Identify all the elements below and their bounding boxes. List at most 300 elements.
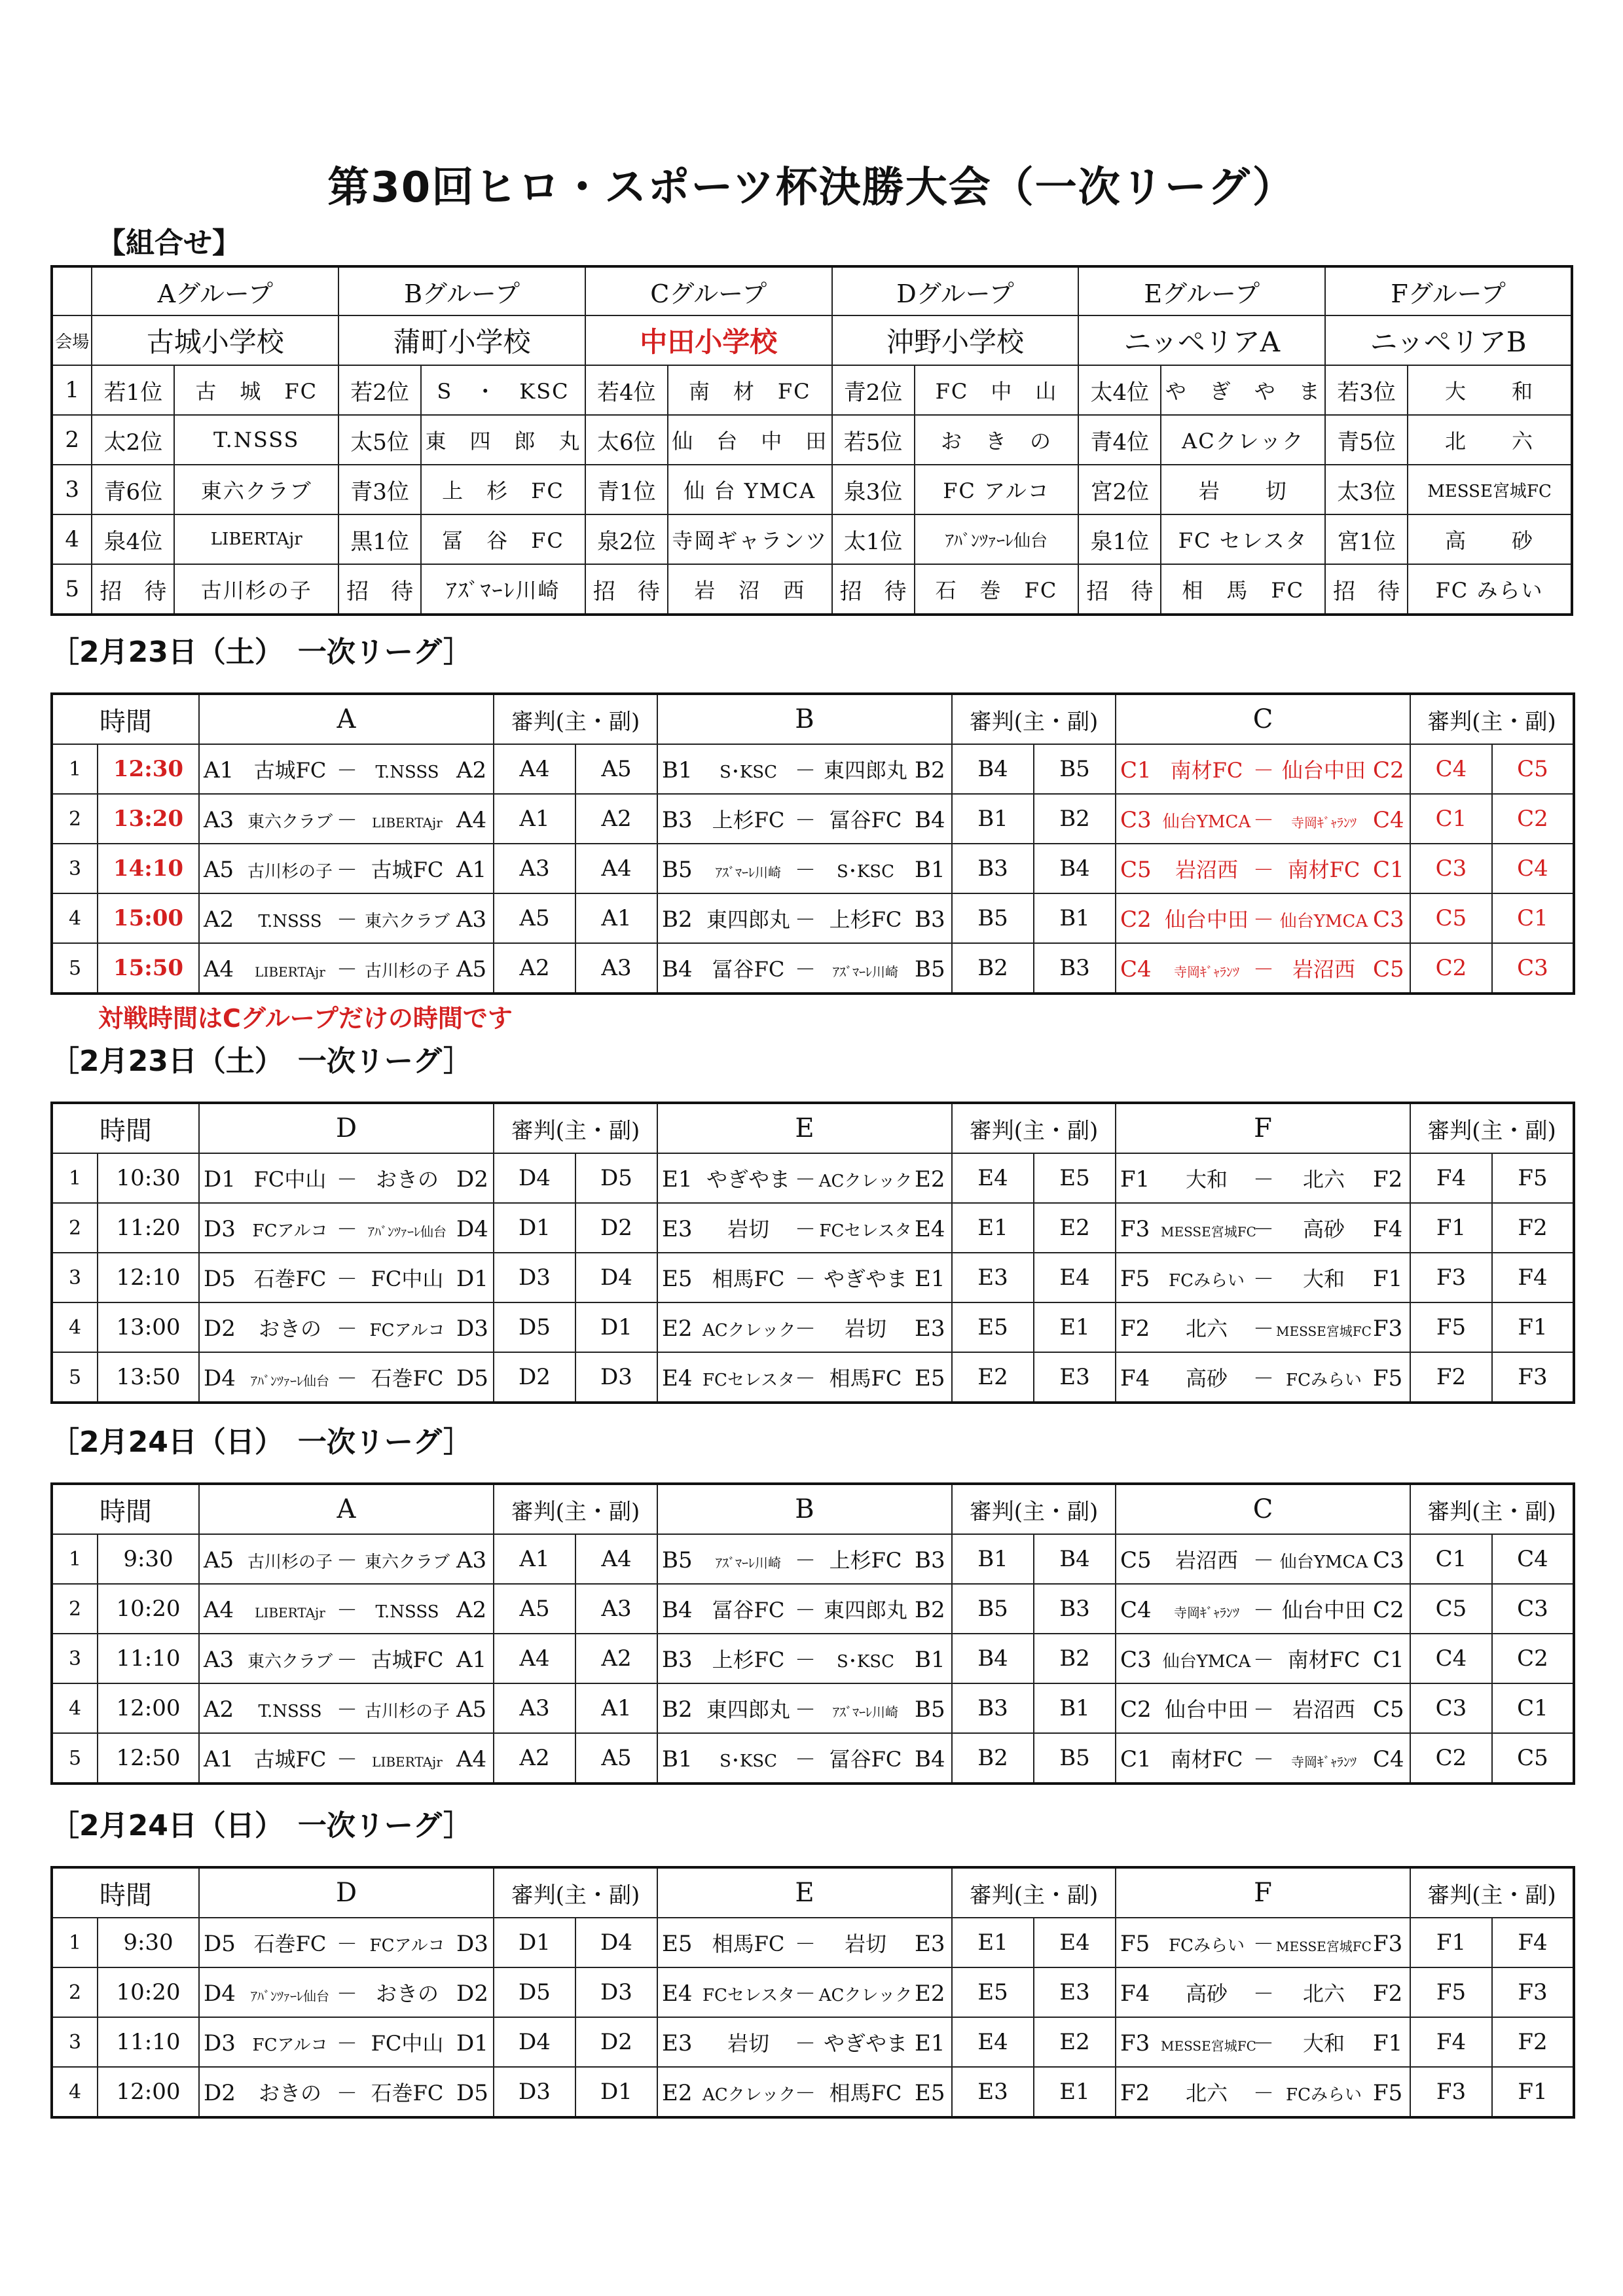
round-number: 2 bbox=[52, 1584, 98, 1634]
vs-dash: － bbox=[1252, 1981, 1274, 2006]
home-code: F5 bbox=[1120, 1931, 1150, 1957]
home-team: 岩切 bbox=[727, 2031, 769, 2056]
home-team: S･KSC bbox=[720, 1751, 777, 1771]
home-code: E5 bbox=[662, 1266, 693, 1292]
assistant-referee: D1 bbox=[575, 1302, 657, 1352]
home-team: 仙台中田 bbox=[1164, 907, 1249, 932]
main-referee: B2 bbox=[952, 943, 1034, 994]
referee-header: 審判(主・副) bbox=[952, 1867, 1116, 1918]
home-code: D5 bbox=[204, 1266, 236, 1292]
slot-team: 仙 台 中 田 bbox=[668, 415, 832, 465]
assistant-referee: F1 bbox=[1492, 2067, 1574, 2117]
away-code: B5 bbox=[915, 1696, 945, 1723]
match-cell bbox=[657, 2017, 952, 2067]
group-column-header: B bbox=[657, 1484, 952, 1534]
match-cell bbox=[1116, 2067, 1410, 2117]
home-code: E1 bbox=[662, 1166, 693, 1193]
slot-rank: 太4位 bbox=[1078, 365, 1161, 415]
assistant-referee: B2 bbox=[1034, 794, 1116, 844]
group-column-header: C bbox=[1116, 1484, 1410, 1534]
home-code: C1 bbox=[1120, 1746, 1152, 1772]
match-cell bbox=[199, 2017, 494, 2067]
slot-team: ｱﾊﾞﾝﾂｧｰﾚ仙台 bbox=[915, 514, 1079, 564]
slot-rank: 招 待 bbox=[1325, 564, 1408, 615]
vs-dash: － bbox=[1252, 2081, 1274, 2106]
vs-dash: － bbox=[1252, 1316, 1274, 1341]
kickoff-time: 12:10 bbox=[98, 1253, 199, 1302]
match-cell bbox=[199, 1203, 494, 1253]
match-cell bbox=[1116, 2017, 1410, 2067]
assistant-referee: A5 bbox=[575, 744, 657, 794]
home-code: A5 bbox=[204, 857, 234, 883]
slot-number: 4 bbox=[52, 514, 92, 564]
main-referee: B3 bbox=[952, 1683, 1034, 1733]
home-team: FC中山 bbox=[253, 1167, 327, 1192]
home-code: B2 bbox=[662, 906, 693, 933]
slot-team: お き の bbox=[915, 415, 1079, 465]
home-team: 岩沼西 bbox=[1175, 857, 1238, 882]
venue-name: 沖野小学校 bbox=[832, 315, 1079, 365]
vs-dash: － bbox=[336, 758, 357, 783]
away-team: FCみらい bbox=[1286, 2085, 1362, 2105]
away-team: おきの bbox=[375, 1167, 439, 1192]
home-team: 石巻FC bbox=[253, 1931, 327, 1956]
slot-team: 仙 台 YMCA bbox=[668, 465, 832, 514]
away-team: やぎやま bbox=[823, 1266, 907, 1291]
away-team: 南材FC bbox=[1287, 857, 1360, 882]
assistant-referee: C1 bbox=[1492, 1683, 1574, 1733]
main-referee: D5 bbox=[494, 1302, 575, 1352]
main-referee: E1 bbox=[952, 1918, 1034, 1967]
grouping-heading: 【組合せ】 bbox=[97, 226, 241, 260]
slot-rank: 黒1位 bbox=[338, 514, 421, 564]
main-referee: B3 bbox=[952, 844, 1034, 893]
slot-rank: 太3位 bbox=[1325, 465, 1408, 514]
slot-rank: 若5位 bbox=[832, 415, 915, 465]
match-cell bbox=[1116, 1634, 1410, 1683]
away-code: D5 bbox=[456, 1365, 488, 1391]
match-cell bbox=[657, 1967, 952, 2017]
main-referee: D4 bbox=[494, 1153, 575, 1203]
slot-number: 2 bbox=[52, 415, 92, 465]
slot-team: や ぎ や ま bbox=[1161, 365, 1325, 415]
away-code: F5 bbox=[1373, 2080, 1403, 2106]
kickoff-time: 10:20 bbox=[98, 1584, 199, 1634]
home-code: B2 bbox=[662, 1696, 693, 1723]
assistant-referee: D3 bbox=[575, 1967, 657, 2017]
away-team: FCアルコ bbox=[369, 1936, 445, 1956]
away-team: 岩沼西 bbox=[1292, 957, 1355, 982]
away-code: C2 bbox=[1373, 757, 1404, 783]
main-referee: A1 bbox=[494, 794, 575, 844]
home-team: 南材FC bbox=[1170, 1747, 1243, 1772]
away-team: おきの bbox=[375, 1981, 439, 2006]
main-referee: C1 bbox=[1410, 1534, 1492, 1584]
away-team: 寺岡ｷﾞｬﾗﾝﾂ bbox=[1291, 1754, 1357, 1770]
round-number: 5 bbox=[52, 943, 98, 994]
group-name: Bグループ bbox=[338, 266, 585, 315]
kickoff-time: 11:10 bbox=[98, 2017, 199, 2067]
match-cell bbox=[1116, 1302, 1410, 1352]
match-row bbox=[52, 844, 1574, 893]
slot-rank: 青3位 bbox=[338, 465, 421, 514]
assistant-referee: C3 bbox=[1492, 943, 1574, 994]
slot-team: 寺岡ギャランツ bbox=[668, 514, 832, 564]
grouping-header-row bbox=[52, 266, 1572, 315]
vs-dash: － bbox=[794, 1366, 816, 1391]
slot-team: FC アルコ bbox=[915, 465, 1079, 514]
match-row bbox=[52, 2067, 1574, 2117]
kickoff-time: 11:10 bbox=[98, 1634, 199, 1683]
away-code: A3 bbox=[456, 1547, 487, 1573]
slot-team: 古川杉の子 bbox=[174, 564, 338, 615]
home-code: B5 bbox=[662, 1547, 693, 1573]
away-code: C5 bbox=[1373, 956, 1404, 982]
match-cell bbox=[657, 844, 952, 893]
home-team: FCみらい bbox=[1169, 1271, 1245, 1291]
home-code: D2 bbox=[204, 1316, 236, 1342]
vs-dash: － bbox=[794, 2031, 816, 2056]
vs-dash: － bbox=[794, 758, 816, 783]
main-referee: B1 bbox=[952, 794, 1034, 844]
away-code: C1 bbox=[1373, 1647, 1404, 1673]
home-team: T.NSSS bbox=[258, 912, 322, 931]
venue-label: 会場 bbox=[52, 315, 92, 365]
away-team: 古城FC bbox=[371, 857, 444, 882]
vs-dash: － bbox=[336, 1167, 357, 1192]
main-referee: B5 bbox=[952, 1584, 1034, 1634]
schedule-table bbox=[50, 692, 1575, 995]
slot-team: 大 和 bbox=[1408, 365, 1572, 415]
away-code: D3 bbox=[456, 1316, 488, 1342]
away-team: 古城FC bbox=[371, 1647, 444, 1672]
assistant-referee: C3 bbox=[1492, 1584, 1574, 1634]
slot-rank: 若1位 bbox=[92, 365, 174, 415]
main-referee: D3 bbox=[494, 1253, 575, 1302]
match-cell bbox=[199, 1683, 494, 1733]
away-code: D1 bbox=[456, 1266, 488, 1292]
match-cell bbox=[657, 1683, 952, 1733]
home-code: C5 bbox=[1120, 857, 1152, 883]
assistant-referee: B2 bbox=[1034, 1634, 1116, 1683]
vs-dash: － bbox=[794, 957, 816, 982]
vs-dash: － bbox=[794, 1647, 816, 1672]
match-cell bbox=[1116, 1253, 1410, 1302]
match-cell bbox=[199, 893, 494, 943]
match-cell bbox=[657, 1634, 952, 1683]
assistant-referee: B4 bbox=[1034, 844, 1116, 893]
match-cell bbox=[1116, 943, 1410, 994]
away-code: B4 bbox=[915, 807, 945, 833]
match-row bbox=[52, 1733, 1574, 1784]
time-header: 時間 bbox=[52, 694, 199, 744]
vs-dash: － bbox=[1252, 957, 1274, 982]
vs-dash: － bbox=[794, 1931, 816, 1956]
home-team: 古城FC bbox=[253, 758, 327, 783]
group-column-header: D bbox=[199, 1867, 494, 1918]
match-cell bbox=[1116, 1203, 1410, 1253]
main-referee: C3 bbox=[1410, 844, 1492, 893]
away-team: 石巻FC bbox=[371, 2081, 444, 2106]
slot-team: T.NSSS bbox=[174, 415, 338, 465]
away-team: ｱｽﾞﾏｰﾚ川崎 bbox=[833, 1704, 898, 1720]
schedule-heading: ［2月24日（日） 一次リーグ］ bbox=[50, 1426, 473, 1459]
away-team: 仙台中田 bbox=[1281, 1598, 1366, 1623]
slot-team: ACクレック bbox=[1161, 415, 1325, 465]
assistant-referee: E2 bbox=[1034, 1203, 1116, 1253]
main-referee: F3 bbox=[1410, 1253, 1492, 1302]
group-name: Fグループ bbox=[1325, 266, 1572, 315]
away-code: F5 bbox=[1373, 1365, 1403, 1391]
assistant-referee: A4 bbox=[575, 1534, 657, 1584]
vs-dash: － bbox=[1252, 1647, 1274, 1672]
group-column-header: D bbox=[199, 1103, 494, 1153]
home-team: 寺岡ｷﾞｬﾗﾝﾂ bbox=[1174, 964, 1239, 980]
home-code: F3 bbox=[1120, 2030, 1150, 2056]
assistant-referee: C5 bbox=[1492, 1733, 1574, 1784]
main-referee: B4 bbox=[952, 1634, 1034, 1683]
match-row bbox=[52, 2017, 1574, 2067]
assistant-referee: B1 bbox=[1034, 1683, 1116, 1733]
match-row bbox=[52, 1634, 1574, 1683]
round-number: 3 bbox=[52, 844, 98, 893]
away-team: ｱｽﾞﾏｰﾚ川崎 bbox=[833, 964, 898, 980]
home-code: F4 bbox=[1120, 1981, 1150, 2007]
home-team: 冨谷FC bbox=[712, 957, 785, 982]
away-code: B2 bbox=[915, 757, 945, 783]
match-cell bbox=[1116, 1352, 1410, 1403]
vs-dash: － bbox=[794, 1598, 816, 1623]
group-column-header: A bbox=[199, 1484, 494, 1534]
home-code: B3 bbox=[662, 807, 693, 833]
schedule-header-row bbox=[52, 694, 1574, 744]
away-code: E3 bbox=[915, 1316, 945, 1342]
assistant-referee: A3 bbox=[575, 943, 657, 994]
away-code: A2 bbox=[456, 1597, 487, 1623]
home-team: おきの bbox=[258, 1316, 321, 1341]
venue-name: ニッペリアB bbox=[1325, 315, 1572, 365]
home-team: FCアルコ bbox=[252, 2036, 328, 2055]
group-column-header: E bbox=[657, 1103, 952, 1153]
home-team: 石巻FC bbox=[253, 1266, 327, 1291]
round-number: 3 bbox=[52, 1634, 98, 1683]
round-number: 5 bbox=[52, 1733, 98, 1784]
main-referee: F2 bbox=[1410, 1352, 1492, 1403]
home-code: F5 bbox=[1120, 1266, 1150, 1292]
home-code: D4 bbox=[204, 1981, 236, 2007]
away-team: ACクレック bbox=[818, 1986, 913, 2005]
home-team: おきの bbox=[258, 2081, 321, 2106]
group-column-header: A bbox=[199, 694, 494, 744]
slot-rank: 若4位 bbox=[585, 365, 668, 415]
away-code: F3 bbox=[1373, 1316, 1403, 1342]
away-code: F1 bbox=[1373, 2030, 1403, 2056]
slot-team: 岩 沼 西 bbox=[668, 564, 832, 615]
assistant-referee: C5 bbox=[1492, 744, 1574, 794]
main-referee: A5 bbox=[494, 1584, 575, 1634]
referee-header: 審判(主・副) bbox=[952, 694, 1116, 744]
away-team: LIBERTAjr bbox=[372, 1754, 443, 1770]
round-number: 3 bbox=[52, 1253, 98, 1302]
match-cell bbox=[199, 1634, 494, 1683]
home-team: S･KSC bbox=[720, 762, 777, 782]
away-code: F2 bbox=[1373, 1981, 1403, 2007]
vs-dash: － bbox=[1252, 1217, 1274, 1242]
corner-cell bbox=[52, 266, 92, 315]
away-code: C4 bbox=[1373, 807, 1404, 833]
away-team: 仙台YMCA bbox=[1279, 912, 1368, 931]
slot-number: 3 bbox=[52, 465, 92, 514]
assistant-referee: B5 bbox=[1034, 1733, 1116, 1784]
vs-dash: － bbox=[1252, 907, 1274, 932]
slot-rank: 太2位 bbox=[92, 415, 174, 465]
slot-team: 南 材 FC bbox=[668, 365, 832, 415]
slot-rank: 太1位 bbox=[832, 514, 915, 564]
away-team: 岩切 bbox=[844, 1316, 886, 1341]
vs-dash: － bbox=[336, 1931, 357, 1956]
assistant-referee: B5 bbox=[1034, 744, 1116, 794]
vs-dash: － bbox=[794, 1548, 816, 1573]
home-code: E4 bbox=[662, 1365, 693, 1391]
vs-dash: － bbox=[794, 808, 816, 833]
assistant-referee: F3 bbox=[1492, 1352, 1574, 1403]
match-cell bbox=[199, 1584, 494, 1634]
main-referee: A2 bbox=[494, 943, 575, 994]
home-code: D1 bbox=[204, 1166, 236, 1193]
main-referee: F3 bbox=[1410, 2067, 1492, 2117]
away-team: 寺岡ｷﾞｬﾗﾝﾂ bbox=[1291, 815, 1357, 831]
slot-rank: 招 待 bbox=[338, 564, 421, 615]
home-code: F1 bbox=[1120, 1166, 1150, 1193]
home-team: ACクレック bbox=[702, 1321, 796, 1340]
home-code: A3 bbox=[204, 807, 234, 833]
slot-rank: 宮1位 bbox=[1325, 514, 1408, 564]
slot-rank: 青4位 bbox=[1078, 415, 1161, 465]
venue-name: 蒲町小学校 bbox=[338, 315, 585, 365]
c-group-time-note: 対戦時間はCグループだけの時間です bbox=[98, 1004, 513, 1033]
match-cell bbox=[657, 2067, 952, 2117]
away-team: 仙台中田 bbox=[1281, 758, 1366, 783]
assistant-referee: C4 bbox=[1492, 1534, 1574, 1584]
referee-header: 審判(主・副) bbox=[952, 1103, 1116, 1153]
home-code: C3 bbox=[1120, 807, 1152, 833]
home-code: A1 bbox=[204, 1746, 234, 1772]
schedule-heading: ［2月23日（土） 一次リーグ］ bbox=[50, 1045, 473, 1078]
main-referee: C2 bbox=[1410, 943, 1492, 994]
home-code: C1 bbox=[1120, 757, 1152, 783]
home-team: FCみらい bbox=[1169, 1936, 1245, 1956]
away-team: 仙台YMCA bbox=[1279, 1552, 1368, 1572]
slot-number: 1 bbox=[52, 365, 92, 415]
away-team: FC中山 bbox=[371, 1266, 444, 1291]
match-row bbox=[52, 794, 1574, 844]
home-team: 上杉FC bbox=[712, 1647, 785, 1672]
kickoff-time: 13:50 bbox=[98, 1352, 199, 1403]
vs-dash: － bbox=[1252, 1747, 1274, 1772]
home-code: B3 bbox=[662, 1647, 693, 1673]
away-team: 大和 bbox=[1302, 2031, 1345, 2056]
slot-number: 5 bbox=[52, 564, 92, 615]
away-team: FCみらい bbox=[1286, 1371, 1362, 1390]
away-code: C2 bbox=[1373, 1597, 1404, 1623]
away-team: S･KSC bbox=[837, 862, 894, 882]
vs-dash: － bbox=[336, 1647, 357, 1672]
main-referee: A3 bbox=[494, 1683, 575, 1733]
assistant-referee: C2 bbox=[1492, 1634, 1574, 1683]
away-code: D4 bbox=[456, 1216, 488, 1242]
round-number: 5 bbox=[52, 1352, 98, 1403]
away-team: FCセレスタ bbox=[819, 1221, 912, 1241]
assistant-referee: D1 bbox=[575, 2067, 657, 2117]
group-column-header: F bbox=[1116, 1103, 1410, 1153]
group-name: Dグループ bbox=[832, 266, 1079, 315]
vs-dash: － bbox=[1252, 1931, 1274, 1956]
vs-dash: － bbox=[794, 907, 816, 932]
away-code: F2 bbox=[1373, 1166, 1403, 1193]
away-team: FCアルコ bbox=[369, 1321, 445, 1340]
match-cell bbox=[1116, 1683, 1410, 1733]
away-team: S･KSC bbox=[837, 1652, 894, 1672]
vs-dash: － bbox=[1252, 2031, 1274, 2056]
match-cell bbox=[1116, 1967, 1410, 2017]
home-team: 仙台中田 bbox=[1164, 1697, 1249, 1722]
main-referee: F1 bbox=[1410, 1203, 1492, 1253]
slot-rank: 泉1位 bbox=[1078, 514, 1161, 564]
home-team: LIBERTAjr bbox=[255, 1605, 325, 1621]
match-cell bbox=[199, 1967, 494, 2017]
home-code: A4 bbox=[204, 956, 234, 982]
away-code: E5 bbox=[915, 2080, 945, 2106]
away-code: C3 bbox=[1373, 906, 1404, 933]
schedule-header-row bbox=[52, 1484, 1574, 1534]
away-code: A3 bbox=[456, 906, 487, 933]
main-referee: E5 bbox=[952, 1302, 1034, 1352]
slot-rank: 太6位 bbox=[585, 415, 668, 465]
away-team: 上杉FC bbox=[829, 1548, 902, 1573]
main-referee: D5 bbox=[494, 1967, 575, 2017]
match-cell bbox=[657, 1203, 952, 1253]
vs-dash: － bbox=[336, 907, 357, 932]
match-row bbox=[52, 1584, 1574, 1634]
away-code: E2 bbox=[915, 1166, 945, 1193]
away-code: F4 bbox=[1373, 1216, 1403, 1242]
schedule-heading: ［2月23日（土） 一次リーグ］ bbox=[50, 636, 473, 669]
round-number: 3 bbox=[52, 2017, 98, 2067]
match-cell bbox=[199, 1534, 494, 1584]
away-code: A4 bbox=[456, 1746, 487, 1772]
group-name: Eグループ bbox=[1078, 266, 1325, 315]
match-cell bbox=[657, 1253, 952, 1302]
kickoff-time: 12:30 bbox=[98, 744, 199, 794]
slot-team: 北 六 bbox=[1408, 415, 1572, 465]
away-team: 南材FC bbox=[1287, 1647, 1360, 1672]
venue-name: 中田小学校 bbox=[585, 315, 832, 365]
slot-rank: 招 待 bbox=[832, 564, 915, 615]
away-team: 東六クラブ bbox=[364, 912, 450, 931]
slot-rank: 若2位 bbox=[338, 365, 421, 415]
vs-dash: － bbox=[336, 1747, 357, 1772]
away-code: B3 bbox=[915, 1547, 945, 1573]
away-code: F3 bbox=[1373, 1931, 1403, 1957]
group-column-header: E bbox=[657, 1867, 952, 1918]
match-cell bbox=[199, 1918, 494, 1967]
home-code: B1 bbox=[662, 757, 693, 783]
vs-dash: － bbox=[1252, 1697, 1274, 1722]
match-cell bbox=[657, 1534, 952, 1584]
away-team: 相馬FC bbox=[829, 2081, 902, 2106]
assistant-referee: F1 bbox=[1492, 1302, 1574, 1352]
home-team: 古川杉の子 bbox=[247, 1552, 333, 1572]
